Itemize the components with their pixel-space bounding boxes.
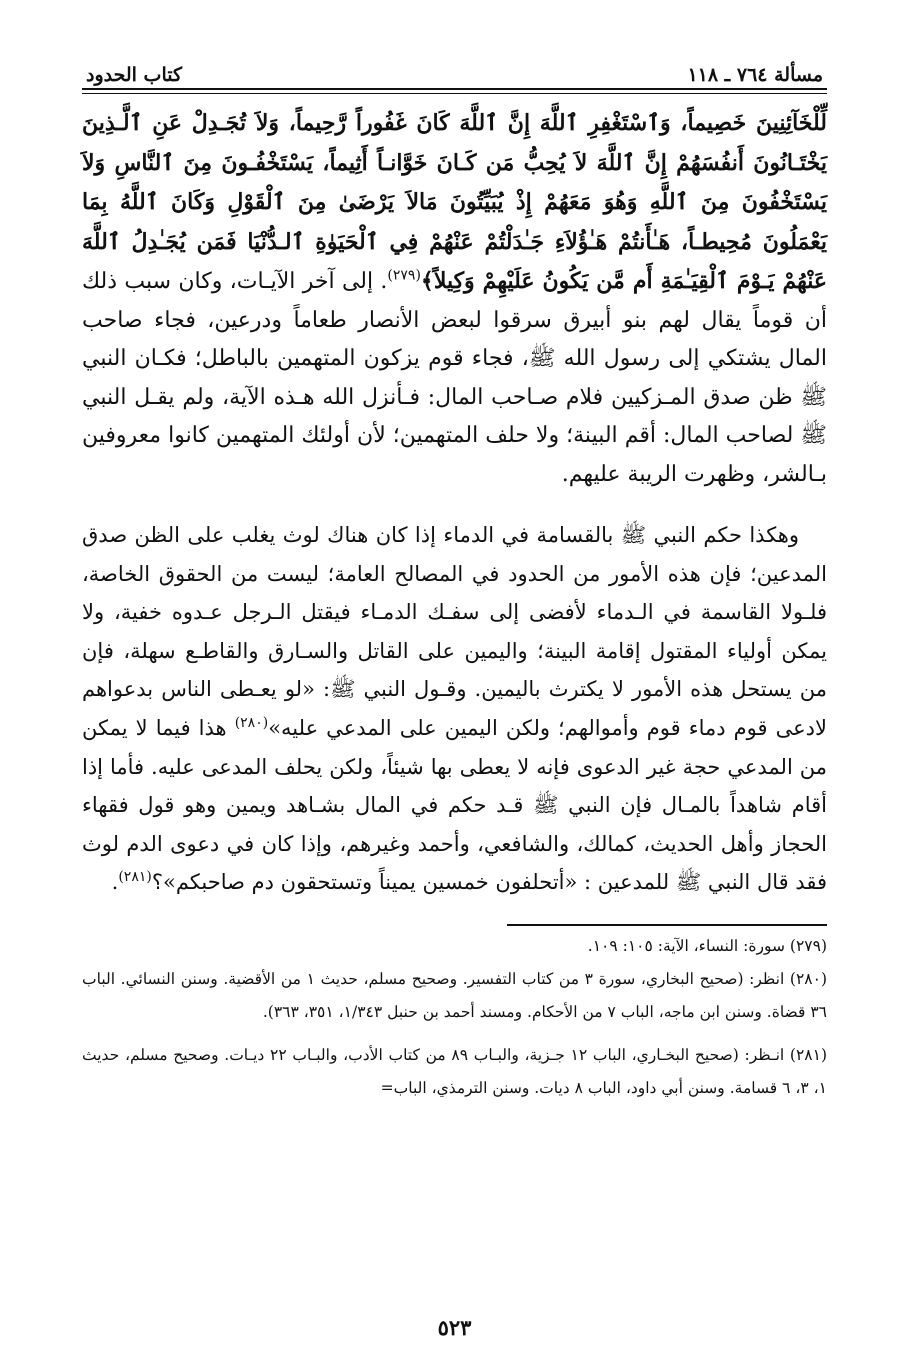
body-paragraph — [82, 516, 827, 902]
header-rule — [82, 88, 827, 94]
body-text-1: وهكذا حكم النبي ﷺ بالقسامة في الدماء إذا كان هناك لوث يغلب على الظن صدق المدعين؛ فإن هذه الأمور من الحدود في المصالح العامة؛ ليست من الحقوق الخاصة، فلـولا القاسمة في الـدماء لأفضى إلى سفـك الدمـاء فيقتل الـرجل عـدوه خفية، ولا يمكن أولياء المقتول إقامة البينة؛ واليمين على القاتل والسـارق والقاطـع سهلة، فإن من يستحل هذه الأمور لا يكترث باليمين. وقـول النبي ﷺ: «لو يعـطى الناس بدعواهم لادعى قوم دماء قوم وأموالهم؛ ولكن اليمين على المدعي عليه» — [82, 523, 827, 740]
page-number: ٥٢٣ — [437, 1315, 472, 1340]
footnote-ref-279: (٢٧٩) — [387, 267, 421, 284]
body-text-end: . — [111, 870, 119, 895]
footnote-ref-280: (٢٨٠) — [234, 714, 269, 731]
footnote-281: (٢٨١) انـظر: (صحيح البخـاري، الباب ١٢ جـزية، والبـاب ٨٩ من كتاب الأدب، والبـاب ٢٢ ديـات. وصحيح مسلم، حديث ١، ٣، ٦ قسامة. وسنن أبي داود، الباب ٨ ديات. وسنن الترمذي، الباب= — [82, 1045, 827, 1097]
footnote-279: (٢٧٩) سورة: النساء، الآية: ١٠٥: ١٠٩. — [587, 936, 827, 955]
quran-paragraph — [82, 104, 827, 494]
header-issue-number: مسألة ٧٦٤ ـ ١١٨ — [687, 64, 823, 86]
footnote-rule — [507, 924, 827, 926]
quran-commentary: . إلى آخر الآيـات، وكان سبب ذلك أن قوماً يقال لهم بنو أبيرق سرقوا لبعض الأنصار طعاماً ودرعين، فجاء صاحب المال يشتكي إلى رسول الله ﷺ، فجاء قوم يزكون المتهمين بالباطل؛ فكـان النبي ﷺ ظن صدق المـزكيين فلام صـاحب المال: فـأنزل الله هـذه الآية، ولم يقـل النبي ﷺ لصاحب المال: أقم البينة؛ ولا حلف المتهمين؛ لأن أولئك المتهمين كانوا معروفين بـالشر، وظهرت الريبة عليهم. — [82, 269, 827, 487]
running-header — [82, 52, 827, 86]
book-page — [82, 52, 827, 1342]
footnote-280: (٢٨٠) انظر: (صحيح البخاري، سورة ٣ من كتاب التفسير. وصحيح مسلم، حديث ١ من الأقضية. وسنن النسائي. الباب ٣٦ قضاة. وسنن ابن ماجه، الباب ٧ من الأحكام. ومسند أحمد بن حنبل ١/٣٤٣، ٣٥١، ٣٦٣). — [82, 969, 827, 1021]
footnotes — [82, 930, 827, 1105]
footnote-ref-281: (٢٨١) — [118, 869, 152, 886]
quran-verse: لِّلْخَآئِنِينَ خَصِيماً، وَٱسْتَغْفِرِ ٱللَّهَ إِنَّ ٱللَّهَ كَانَ غَفُوراً رَّحِيماً، وَلاَ تُجَـدِلْ عَنِ ٱلَّـذِينَ يَخْتَـانُونَ أَنفُسَهُمْ إِنَّ ٱللَّهَ لاَ يُحِبُّ مَن كَـانَ خَوَّانـاً أَثِيماً، يَسْتَخْفُـونَ مِنَ ٱلنَّاسِ وَلاَ يَسْتَخْفُونَ مِنَ ٱللَّهِ وَهُوَ مَعَهُمْ إِذْ يُبَيِّتُونَ مَالاَ يَرْضَىٰ مِنَ ٱلْقَوْلِ وَكَانَ ٱللَّهُ بِمَا يَعْمَلُونَ مُحِيطـاً، هَـٰأَنتُمْ هَـٰؤُلاَءِ جَـٰدَلْتُمْ عَنْهُمْ فِي ٱلْحَيَوٰةِ ٱلـدُّنْيَا فَمَن يُجَـٰدِلُ ٱللَّهَ عَنْهُمْ يَـوْمَ ٱلْقِيَـٰمَةِ أَم مَّن يَكُونُ عَلَيْهِمْ وَكِيلاً﴾ — [82, 110, 827, 294]
header-book-title: كتاب الحدود — [86, 64, 183, 86]
body-text-2: هذا فيما لا يمكن من المدعي حجة غير الدعوى فإنه لا يعطى بها شيئاً، ولكن يحلف المدعى عليه. فأما إذا أقام شاهداً بالمـال فإن النبي ﷺ قـد حكم في المال بشـاهد ويمين وهو قول فقهاء الحجاز وأهل الحديث، كمالك، والشافعي، وأحمد وغيرهم، وإذا كان في دعوى الدم لوث فقد قال النبي ﷺ للمدعين : «أتحلفون خمسين يميناً وتستحقون دم صاحبكم»؟ — [82, 715, 827, 895]
